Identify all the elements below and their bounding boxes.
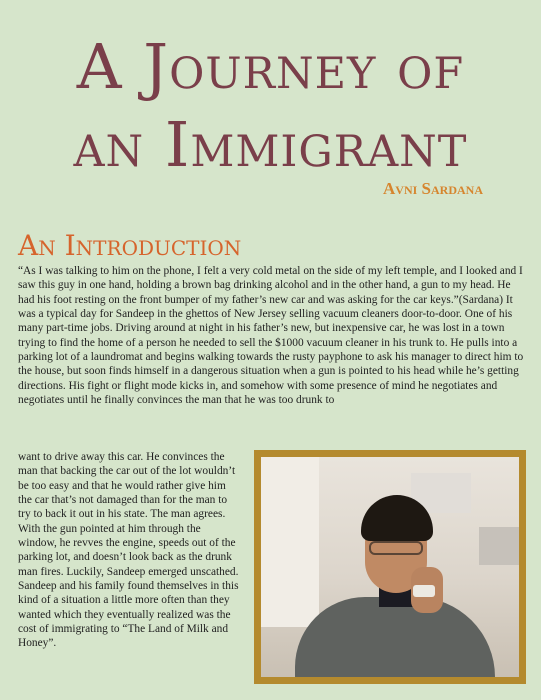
section-heading: An Introduction (18, 229, 242, 262)
photo-man-on-phone (261, 457, 519, 677)
title-line-1: A Journey of (76, 30, 465, 103)
glasses (369, 541, 423, 555)
wall-paper (479, 527, 519, 565)
author-byline: Avni Sardana (383, 179, 483, 198)
whiteboard (261, 457, 319, 627)
telephone-icon (413, 585, 435, 597)
text-with-photo (18, 450, 526, 688)
sweater (295, 597, 495, 677)
title-line-2: an Immigrant (73, 108, 468, 181)
body-paragraph-continued: want to drive away this car. He convinces the man that backing the car out of the lot wouldn’t be too easy and that he would rather give him the car that’s not damaged than for the man to try to back it out in his state. The man agrees. With the gun pointed at him through the window, he revves the engine, speeds out of the parking lot, and doesn’t look back as the drunk man fires. Luckily, Sandeep emerged unscathed. Sandeep and his family found themselves in this kind of a situation a little more often than they wanted which they eventually realized was the cost of immigrating to “The Land of Milk and Honey”. (18, 451, 239, 650)
body-paragraph: “As I was talking to him on the phone, I felt a very cold metal on the side of my left temple, and I looked and I saw this guy in one hand, holding a brown bag drinking alcohol and in the other hand, a gun to my head. He had his foot resting on the front bumper of my father’s new car and was asking for the car keys.”(Sardana) It was a typical day for Sandeep in the ghettos of New Jersey selling vacuum cleaners door-to-door. One of his many part-time jobs. Driving around at night in his father’s new, but inexpensive car, he was lost in a town trying to find the home of a person he needed to sell the $1000 vacuum cleaner in his trunk to. He pulls into a parking lot of a laundromat and begins walking towards the rusty payphone to ask his manager to direct him to the house, but soon finds himself in a dangerous situation when a gun is pointed to his head while he’s getting directions. His fight or flight mode kicks in, and somehow with some presence of mind he negotiates and negotiates until he finally convinces the man that he was too drunk to (18, 265, 524, 407)
photo-frame (254, 450, 526, 684)
